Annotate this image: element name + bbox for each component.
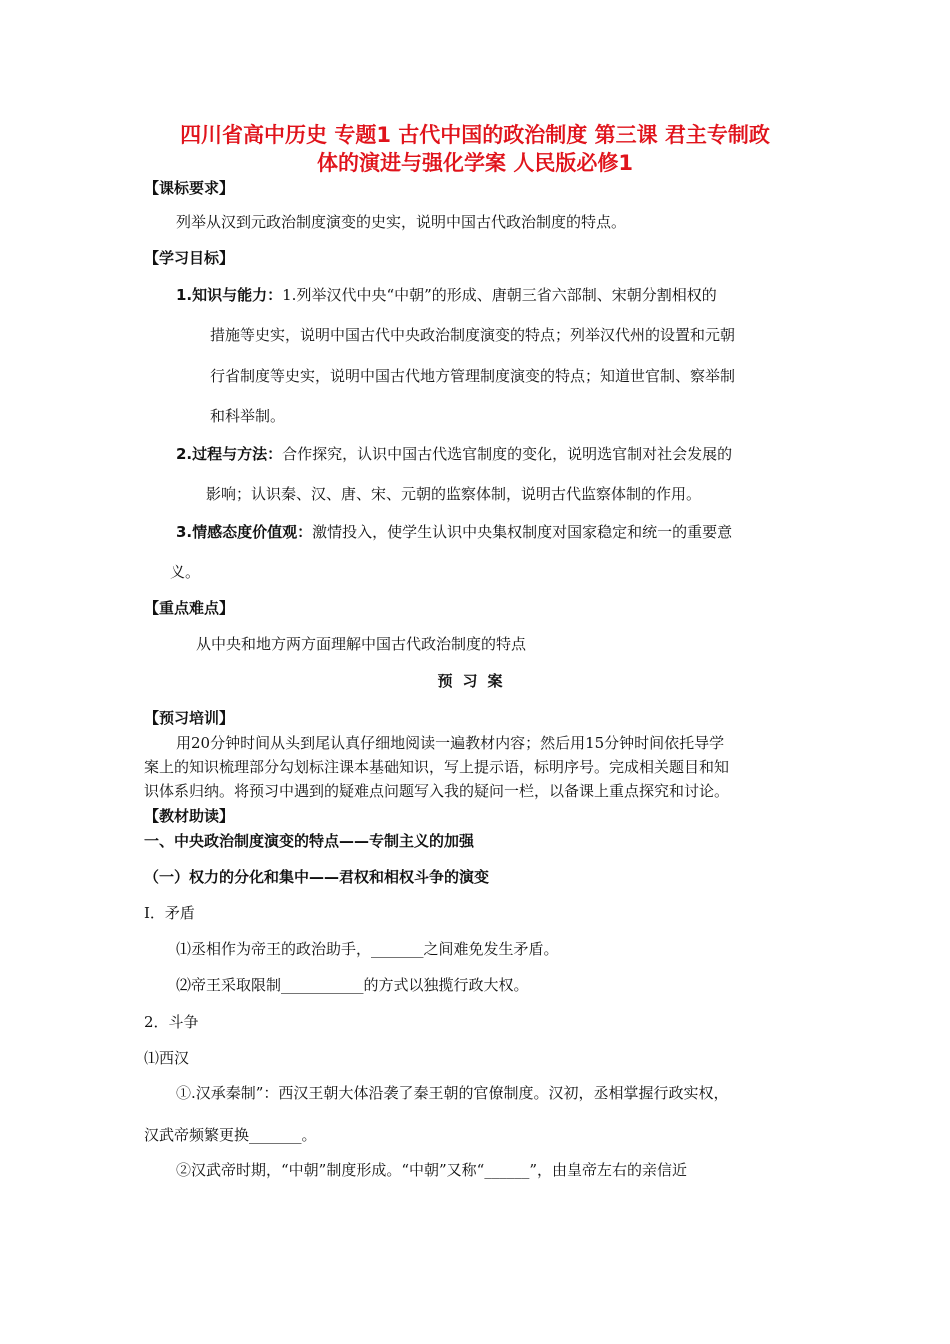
goal-2-label: 2.过程与方法：: [176, 445, 283, 463]
section-heading-textbook-guide: 【教材助读】: [144, 807, 235, 825]
section-heading-goals: 【学习目标】: [144, 249, 235, 267]
goal-1-line-2: 措施等史实，说明中国古代中央政治制度演变的特点；列举汉代州的设置和元朝: [210, 326, 736, 344]
key-points-text: 从中央和地方两方面理解中国古代政治制度的特点: [196, 635, 527, 653]
document-title-line-1: 四川省高中历史 专题1 古代中国的政治制度 第三课 君主专制政: [180, 123, 770, 147]
goal-3-line-1: [176, 522, 732, 542]
heading-central-system: 一、中央政治制度演变的特点——专制主义的加强: [144, 832, 475, 850]
item-1-heading: I．矛盾: [144, 904, 195, 922]
item-2-heading: 2．斗争: [144, 1013, 199, 1031]
item-2-a-1-continued: 汉武帝频繁更换_______。: [144, 1126, 317, 1144]
goal-2-line-2: 影响；认识秦、汉、唐、宋、元朝的监察体制，说明古代监察体制的作用。: [206, 485, 702, 503]
goal-1-line-1: [176, 285, 717, 305]
goal-1-label: 1.知识与能力：: [176, 286, 283, 304]
preview-training-line-3: 识体系归纳。将预习中遇到的疑难点问题写入我的疑问一栏，以备课上重点探究和讨论。: [144, 782, 730, 800]
item-1-b: ⑵帝王采取限制___________的方式以独揽行政大权。: [176, 976, 529, 994]
preview-training-line-2: 案上的知识梳理部分勾划标注课本基础知识，写上提示语，标明序号。完成相关题目和知: [144, 758, 730, 776]
heading-power-division: （一）权力的分化和集中——君权和相权斗争的演变: [144, 868, 490, 886]
preview-training-line-1: 用20分钟时间从头到尾认真仔细地阅读一遍教材内容；然后用15分钟时间依托导学: [176, 734, 725, 752]
item-2-a-2: ②汉武帝时期，“中朝”制度形成。“中朝”又称“______”，由皇帝左右的亲信近: [176, 1161, 688, 1179]
item-1-a: ⑴丞相作为帝王的政治助手，_______之间难免发生矛盾。: [176, 940, 559, 958]
goal-1-text: 1.列举汉代中央“中朝”的形成、唐朝三省六部制、宋朝分割相权的: [282, 286, 717, 304]
item-2-a-heading: ⑴西汉: [144, 1049, 190, 1067]
goal-2-text: 合作探究，认识中国古代选官制度的变化，说明选官制对社会发展的: [282, 445, 733, 463]
goal-2-line-1: [176, 444, 732, 464]
section-heading-key-points: 【重点难点】: [144, 599, 235, 617]
curriculum-text: 列举从汉到元政治制度演变的史实，说明中国古代政治制度的特点。: [176, 213, 627, 231]
goal-1-line-3: 行省制度等史实，说明中国古代地方管理制度演变的特点；知道世官制、察举制: [210, 367, 736, 385]
goal-3-line-2: 义。: [170, 563, 201, 581]
preview-section-title: 预习案: [437, 672, 513, 690]
goal-1-line-4: 和科举制。: [210, 407, 286, 425]
goal-3-text: 激情投入，使学生认识中央集权制度对国家稳定和统一的重要意: [312, 523, 733, 541]
goal-3-label: 3.情感态度价值观：: [176, 523, 313, 541]
item-2-a-1: ①.汉承秦制”：西汉王朝大体沿袭了秦王朝的官僚制度。汉初，丞相掌握行政实权，: [176, 1084, 729, 1102]
section-heading-preview-training: 【预习培训】: [144, 709, 235, 727]
section-heading-curriculum: 【课标要求】: [144, 179, 235, 197]
document-title-line-2: 体的演进与强化学案 人民版必修1: [317, 151, 633, 175]
